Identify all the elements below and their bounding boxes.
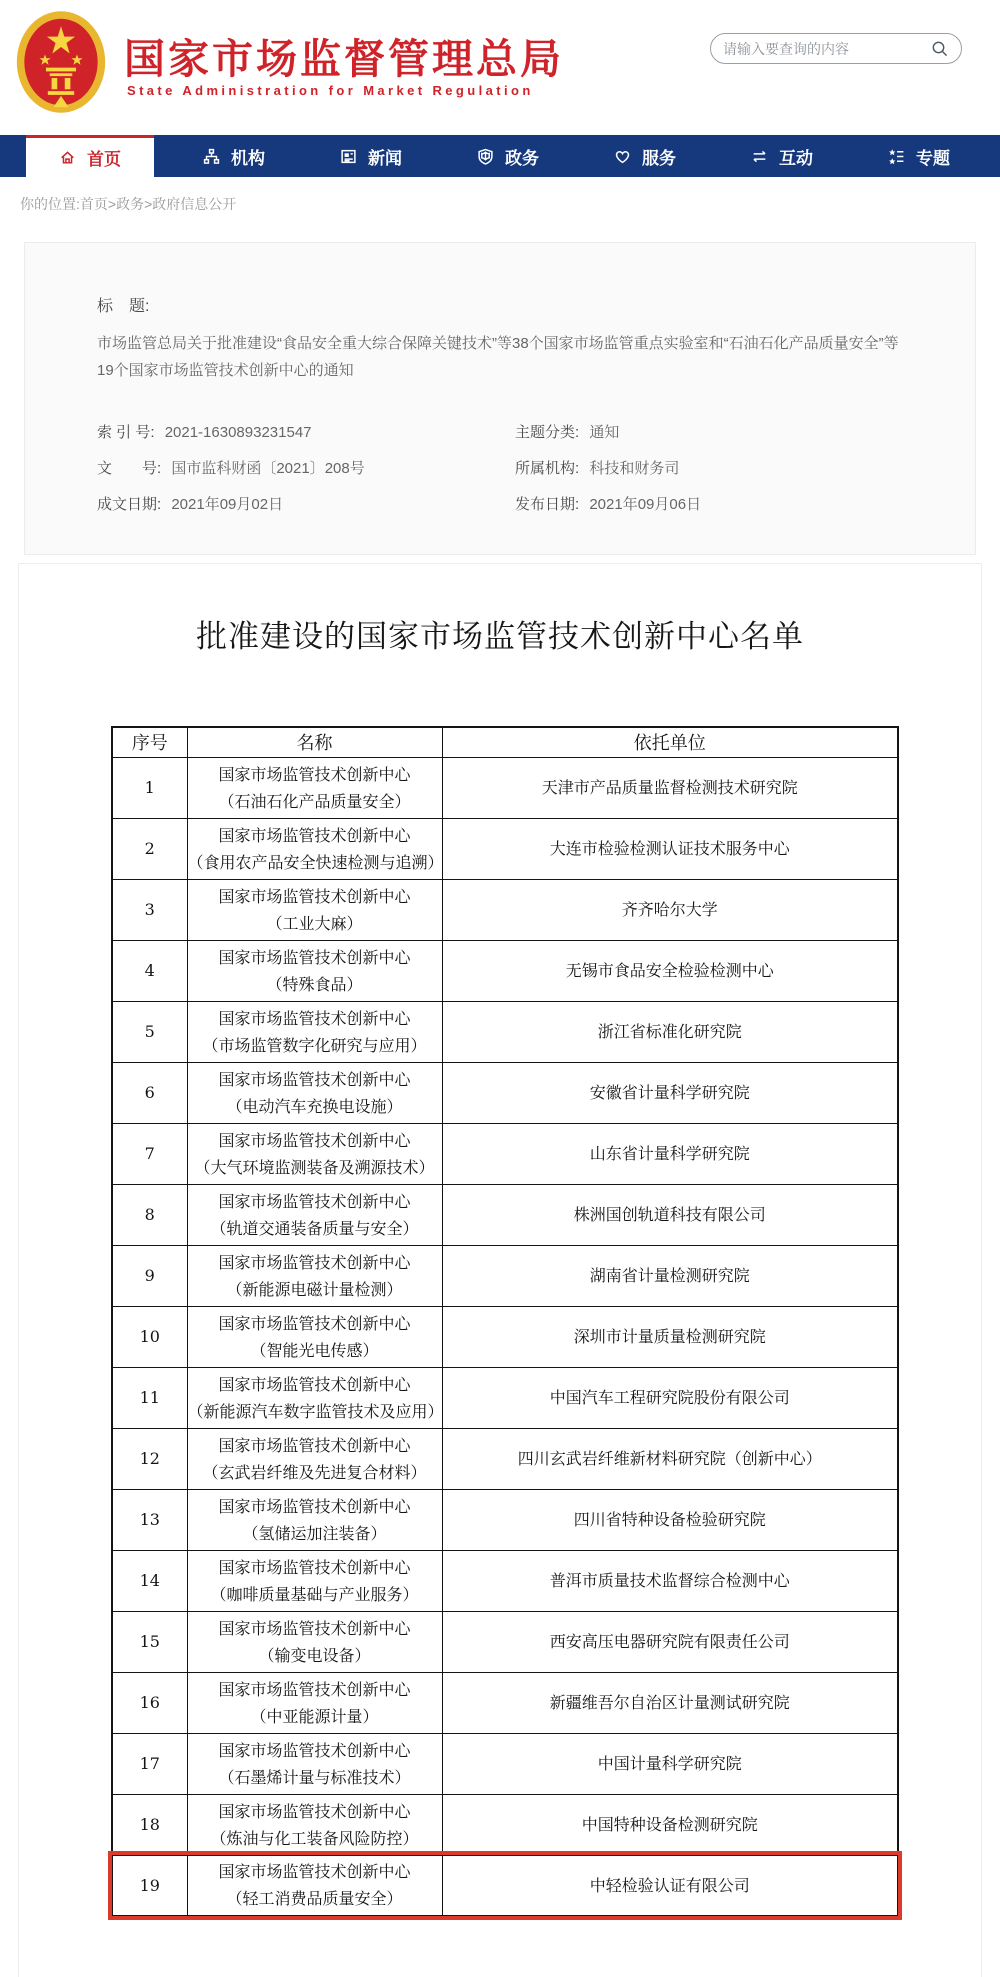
center-name-line1: 国家市场监管技术创新中心 (218, 1801, 411, 1821)
cell-supporting-org: 安徽省计量科学研究院 (442, 1062, 898, 1123)
breadcrumb[interactable]: 你的位置:首页>政务>政府信息公开 (0, 177, 1000, 229)
table-row (112, 1672, 898, 1733)
cell-row-number: 8 (112, 1184, 187, 1245)
field-issuing-org (515, 457, 903, 478)
cell-center-name (187, 1428, 442, 1489)
cell-row-number: 16 (112, 1672, 187, 1733)
center-name-line1: 国家市场监管技术创新中心 (218, 1313, 411, 1333)
cell-supporting-org: 山东省计量科学研究院 (442, 1123, 898, 1184)
innovation-centers-table-wrap (111, 726, 897, 1917)
cell-center-name (187, 1001, 442, 1062)
innovation-centers-table (111, 726, 899, 1917)
center-name-line2: （智能光电传感） (250, 1340, 379, 1360)
table-row (112, 879, 898, 940)
nav-item-home[interactable] (26, 135, 154, 177)
table-row (112, 1306, 898, 1367)
cell-center-name (187, 1855, 442, 1916)
nav-item-gov[interactable] (451, 135, 565, 177)
table-row (112, 1123, 898, 1184)
center-name-line1: 国家市场监管技术创新中心 (218, 947, 411, 967)
cell-row-number: 11 (112, 1367, 187, 1428)
center-name-line1: 国家市场监管技术创新中心 (218, 1618, 411, 1638)
col-header-no: 序号 (112, 727, 187, 757)
cell-row-number: 7 (112, 1123, 187, 1184)
center-name-line2: （特殊食品） (266, 974, 363, 994)
field-label: 成文日期: (97, 496, 162, 513)
center-name-line1: 国家市场监管技术创新中心 (218, 1374, 411, 1394)
cell-supporting-org: 深圳市计量质量检测研究院 (442, 1306, 898, 1367)
star-list-icon (888, 148, 905, 165)
cell-supporting-org: 大连市检验检测认证技术服务中心 (442, 818, 898, 879)
innovation-table-body (112, 757, 898, 1916)
doc-fields (97, 406, 903, 514)
center-name-line2: （咖啡质量基础与产业服务） (210, 1584, 419, 1604)
table-row (112, 1367, 898, 1428)
center-name-line1: 国家市场监管技术创新中心 (218, 1496, 411, 1516)
center-name-line1: 国家市场监管技术创新中心 (218, 764, 411, 784)
field-index-number (97, 421, 485, 442)
cell-supporting-org: 中国计量科学研究院 (442, 1733, 898, 1794)
cell-supporting-org: 中轻检验认证有限公司 (442, 1855, 898, 1916)
cell-center-name (187, 1489, 442, 1550)
nav-label: 首页 (87, 150, 121, 169)
field-value: 2021年09月02日 (171, 496, 284, 513)
table-row (112, 1245, 898, 1306)
center-name-line1: 国家市场监管技术创新中心 (218, 1130, 411, 1150)
cell-supporting-org: 新疆维吾尔自治区计量测试研究院 (442, 1672, 898, 1733)
search-input[interactable] (710, 33, 962, 64)
center-name-line2: （石油石化产品质量安全） (218, 791, 411, 811)
field-value: 2021年09月06日 (589, 496, 702, 513)
cell-row-number: 2 (112, 818, 187, 879)
center-name-line2: （玄武岩纤维及先进复合材料） (202, 1462, 427, 1482)
table-row (112, 1428, 898, 1489)
table-row (112, 1550, 898, 1611)
nav-item-org[interactable] (177, 135, 291, 177)
cell-center-name (187, 1245, 442, 1306)
cell-center-name (187, 1184, 442, 1245)
cell-supporting-org: 齐齐哈尔大学 (442, 879, 898, 940)
center-name-line1: 国家市场监管技术创新中心 (218, 1008, 411, 1028)
cell-center-name (187, 757, 442, 818)
nav-item-service[interactable] (588, 135, 702, 177)
table-row (112, 1489, 898, 1550)
search-placeholder: 请输入要查询的内容 (723, 40, 849, 57)
cell-center-name (187, 1611, 442, 1672)
cell-center-name (187, 1306, 442, 1367)
cell-row-number: 18 (112, 1794, 187, 1855)
field-topic-category (515, 421, 903, 442)
center-name-line1: 国家市场监管技术创新中心 (218, 1191, 411, 1211)
center-name-line2: （食用农产品安全快速检测与追溯） (187, 852, 444, 872)
table-row (112, 940, 898, 1001)
center-name-line2: （输变电设备） (258, 1645, 371, 1665)
center-name-line2: （炼油与化工装备风险防控） (210, 1828, 419, 1848)
center-name-line2: （中亚能源计量） (250, 1706, 379, 1726)
site-title: 国家市场监督管理总局 (124, 36, 564, 82)
cell-row-number: 13 (112, 1489, 187, 1550)
doc-title-label: 标 题: (97, 298, 150, 315)
cell-supporting-org: 普洱市质量技术监督综合检测中心 (442, 1550, 898, 1611)
center-name-line2: （轻工消费品质量安全） (226, 1889, 403, 1909)
cell-supporting-org: 无锡市食品安全检验检测中心 (442, 940, 898, 1001)
doc-title: 市场监管总局关于批准建设“食品安全重大综合保障关键技术”等38个国家市场监管重点实验室和“石油石化产品质量安全”等19个国家市场监管技术创新中心的通知 (97, 335, 899, 379)
center-name-line2: （轨道交通装备质量与安全） (210, 1218, 419, 1238)
doc-info-card (24, 242, 976, 555)
field-value: 通知 (589, 424, 620, 441)
cell-supporting-org: 天津市产品质量监督检测技术研究院 (442, 757, 898, 818)
cell-row-number: 6 (112, 1062, 187, 1123)
center-name-line2: （工业大麻） (266, 913, 363, 933)
cell-supporting-org: 四川省特种设备检验研究院 (442, 1489, 898, 1550)
cell-row-number: 17 (112, 1733, 187, 1794)
field-label: 发布日期: (515, 496, 580, 513)
cell-row-number: 19 (112, 1855, 187, 1916)
cell-center-name (187, 879, 442, 940)
cell-supporting-org: 四川玄武岩纤维新材料研究院（创新中心） (442, 1428, 898, 1489)
col-header-org: 依托单位 (442, 727, 898, 757)
center-name-line2: （氢储运加注装备） (242, 1523, 387, 1543)
cell-row-number: 10 (112, 1306, 187, 1367)
list-heading: 批准建设的国家市场监管技术创新中心名单 (196, 619, 804, 654)
center-name-line2: （新能源汽车数字监管技术及应用） (187, 1401, 444, 1421)
cell-row-number: 4 (112, 940, 187, 1001)
field-value: 国市监科财函〔2021〕208号 (171, 460, 365, 477)
cell-supporting-org: 湖南省计量检测研究院 (442, 1245, 898, 1306)
table-row (112, 1184, 898, 1245)
national-emblem-logo (14, 8, 108, 116)
table-row (112, 818, 898, 879)
cell-center-name (187, 1672, 442, 1733)
cell-center-name (187, 1123, 442, 1184)
nav-item-topics[interactable] (862, 135, 976, 177)
cell-center-name (187, 940, 442, 1001)
cell-supporting-org: 西安高压电器研究院有限责任公司 (442, 1611, 898, 1672)
field-doc-number (97, 457, 485, 478)
cell-row-number: 9 (112, 1245, 187, 1306)
field-label: 索 引 号: (97, 424, 155, 441)
nav-label: 专题 (916, 148, 950, 168)
home-icon (59, 149, 76, 166)
field-label: 主题分类: (515, 424, 580, 441)
cell-center-name (187, 818, 442, 879)
cell-row-number: 5 (112, 1001, 187, 1062)
site-subtitle: State Administration for Market Regulation (127, 83, 534, 98)
center-name-line1: 国家市场监管技术创新中心 (218, 1862, 411, 1882)
center-name-line2: （大气环境监测装备及溯源技术） (194, 1157, 435, 1177)
center-name-line1: 国家市场监管技术创新中心 (218, 1435, 411, 1455)
field-label: 文 号: (97, 460, 162, 477)
nav-item-interact[interactable] (725, 135, 839, 177)
cell-row-number: 3 (112, 879, 187, 940)
field-label: 所属机构: (515, 460, 580, 477)
main-nav (0, 135, 1000, 177)
table-row-highlighted (112, 1855, 898, 1916)
col-header-name: 名称 (187, 727, 442, 757)
cell-center-name (187, 1062, 442, 1123)
center-name-line2: （石墨烯计量与标准技术） (218, 1767, 411, 1787)
center-name-line1: 国家市场监管技术创新中心 (218, 1069, 411, 1089)
center-name-line1: 国家市场监管技术创新中心 (218, 1252, 411, 1272)
field-value: 科技和财务司 (589, 460, 680, 477)
table-row (112, 1062, 898, 1123)
cell-supporting-org: 株洲国创轨道科技有限公司 (442, 1184, 898, 1245)
nav-item-news[interactable] (314, 135, 428, 177)
cell-supporting-org: 浙江省标准化研究院 (442, 1001, 898, 1062)
center-name-line2: （新能源电磁计量检测） (226, 1279, 403, 1299)
site-header (0, 0, 1000, 135)
cell-center-name (187, 1794, 442, 1855)
table-row (112, 1733, 898, 1794)
nav-label: 服务 (642, 148, 676, 168)
nav-label: 政务 (505, 148, 539, 168)
cell-row-number: 14 (112, 1550, 187, 1611)
cell-center-name (187, 1550, 442, 1611)
search-icon[interactable] (931, 40, 949, 58)
cell-row-number: 1 (112, 757, 187, 818)
field-value: 2021-1630893231547 (164, 424, 312, 441)
center-name-line2: （市场监管数字化研究与应用） (202, 1035, 427, 1055)
center-name-line1: 国家市场监管技术创新中心 (218, 1557, 411, 1577)
table-row (112, 1794, 898, 1855)
field-written-date (97, 493, 485, 514)
nav-label: 新闻 (368, 148, 402, 168)
cell-row-number: 12 (112, 1428, 187, 1489)
heart-icon (614, 148, 631, 165)
cell-supporting-org: 中国特种设备检测研究院 (442, 1794, 898, 1855)
cell-row-number: 15 (112, 1611, 187, 1672)
table-header-row (112, 727, 898, 757)
nav-label: 机构 (231, 148, 265, 168)
table-row (112, 1001, 898, 1062)
center-name-line1: 国家市场监管技术创新中心 (218, 1679, 411, 1699)
gov-shield-icon (477, 148, 494, 165)
nav-label: 互动 (779, 148, 813, 168)
cell-center-name (187, 1733, 442, 1794)
news-icon (340, 148, 357, 165)
cell-supporting-org: 中国汽车工程研究院股份有限公司 (442, 1367, 898, 1428)
org-icon (203, 148, 220, 165)
center-name-line1: 国家市场监管技术创新中心 (218, 886, 411, 906)
cell-center-name (187, 1367, 442, 1428)
center-name-line1: 国家市场监管技术创新中心 (218, 1740, 411, 1760)
center-name-line1: 国家市场监管技术创新中心 (218, 825, 411, 845)
center-name-line2: （电动汽车充换电设施） (226, 1096, 403, 1116)
table-row (112, 757, 898, 818)
table-row (112, 1611, 898, 1672)
field-publish-date (515, 493, 903, 514)
swap-arrows-icon (751, 148, 768, 165)
content-panel (18, 563, 982, 1977)
